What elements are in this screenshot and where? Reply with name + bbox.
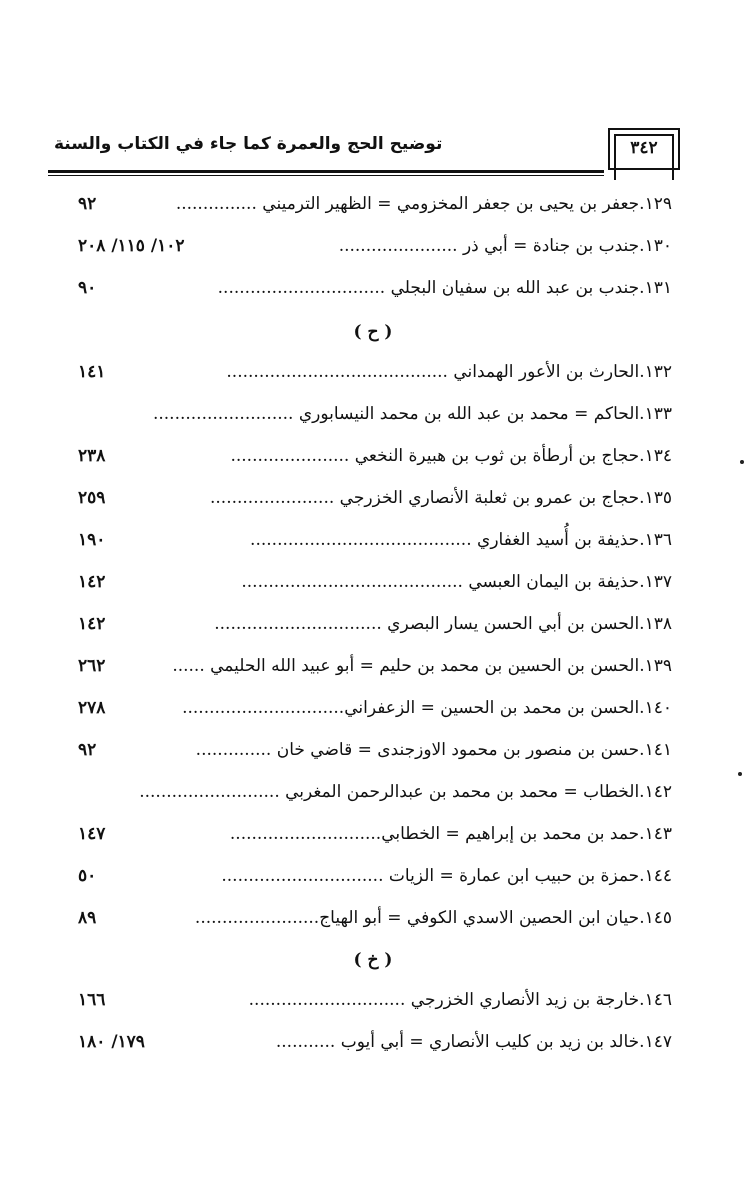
entry-page-ref: ١٧٩/ ١٨٠ — [78, 1032, 145, 1052]
entry-name: ١٤٧.خالد بن زيد بن كليب الأنصاري = أبي أيوب ........... — [275, 1032, 672, 1052]
entry-name: ١٤٣.حمد بن محمد بن إبراهيم = الخطابي............................ — [229, 824, 672, 844]
entry-page-ref: ٩٢ — [78, 740, 97, 760]
entry-name: ١٤٢.الخطاب = محمد بن محمد بن عبدالرحمن المغربي .......................... — [139, 782, 672, 802]
entry-page-ref: ٩٢ — [78, 194, 97, 214]
index-entry — [78, 824, 672, 854]
entry-name: ١٤٦.خارجة بن زيد الأنصاري الخزرجي ............................. — [248, 990, 672, 1010]
entry-page-ref: ١٤١ — [78, 362, 106, 382]
entry-page-ref: ١٩٠ — [78, 530, 106, 550]
section-heading-kha: ( خ ) — [353, 950, 393, 970]
index-entry — [78, 278, 672, 308]
index-entry — [78, 740, 672, 770]
index-entry — [78, 990, 672, 1020]
scan-speck — [738, 772, 742, 776]
index-entry — [78, 782, 672, 812]
entry-name: ١٣٣.الحاكم = محمد بن عبد الله بن محمد النيسابوري .......................... — [152, 404, 672, 424]
entry-page-ref: ١٤٧ — [78, 824, 106, 844]
entry-page-ref: ١٤٢ — [78, 572, 106, 592]
index-entry — [78, 1032, 672, 1062]
entry-name: ١٣٤.حجاج بن أرطأة بن ثوب بن هبيرة النخعي ...................... — [230, 446, 672, 466]
entry-page-ref: ٩٠ — [78, 278, 97, 298]
header-rule — [48, 170, 604, 173]
entry-page-ref: ٢٣٨ — [78, 446, 106, 466]
entry-page-ref: ٨٩ — [78, 908, 97, 928]
entry-page-ref: ٢٥٩ — [78, 488, 106, 508]
entry-page-ref: ١٤٢ — [78, 614, 106, 634]
index-entry — [78, 614, 672, 644]
index-entry — [78, 656, 672, 686]
index-entry — [78, 698, 672, 728]
page-number-frame — [608, 128, 680, 170]
entry-name: ١٣٧.حذيفة بن اليمان العبسي ......................................... — [241, 572, 672, 592]
index-entry — [78, 530, 672, 560]
scan-speck — [740, 460, 744, 464]
index-entry — [78, 572, 672, 602]
entry-page-ref: ١٠٢/ ١١٥/ ٢٠٨ — [78, 236, 185, 256]
index-entry — [78, 194, 672, 224]
entry-name: ١٢٩.جعفر بن يحيى بن جعفر المخزومي = الظهير الترميني ............... — [175, 194, 672, 214]
entry-name: ١٤٥.حيان ابن الحصين الاسدي الكوفي = أبو الهياج....................... — [194, 908, 672, 928]
index-entry — [78, 866, 672, 896]
page-header — [48, 126, 682, 178]
section-heading-ha: ( ح ) — [353, 322, 393, 342]
entry-name: ١٣٩.الحسن بن الحسين بن محمد بن حليم = أبو عبيد الله الحليمي ...... — [172, 656, 672, 676]
index-entry — [78, 908, 672, 938]
header-rule-thin — [48, 175, 604, 176]
entry-page-ref: ٢٦٢ — [78, 656, 106, 676]
entry-page-ref: ١٦٦ — [78, 990, 106, 1010]
index-entry — [78, 236, 672, 266]
entry-name: ١٤١.حسن بن منصور بن محمود الاوزجندى = قاضي خان .............. — [195, 740, 672, 760]
index-entry — [78, 446, 672, 476]
entry-name: ١٤٠.الحسن بن محمد بن الحسين = الزعفراني.............................. — [182, 698, 672, 718]
entry-name: ١٣٨.الحسن بن أبي الحسن يسار البصري ............................... — [214, 614, 672, 634]
entry-page-ref: ٢٧٨ — [78, 698, 106, 718]
index-entry — [78, 488, 672, 518]
entry-name: ١٣٠.جندب بن جنادة = أبي ذر ...................... — [338, 236, 672, 256]
entry-name: ١٤٤.حمزة بن حبيب ابن عمارة = الزيات .............................. — [221, 866, 672, 886]
index-entry — [78, 362, 672, 392]
entry-name: ١٣٢.الحارث بن الأعور الهمداني ......................................... — [226, 362, 672, 382]
page-number: ٣٤٢ — [630, 138, 658, 158]
entry-page-ref: ٥٠ — [78, 866, 97, 886]
index-entry — [78, 404, 672, 434]
entry-name: ١٣١.جندب بن عبد الله بن سفيان البجلي ............................... — [217, 278, 672, 298]
entry-name: ١٣٥.حجاج بن عمرو بن ثعلبة الأنصاري الخزرجي ....................... — [209, 488, 672, 508]
running-title: توضيح الحج والعمرة كما جاء في الكتاب والسنة — [54, 134, 443, 154]
entry-name: ١٣٦.حذيفة بن أُسيد الغفاري ......................................... — [250, 530, 672, 550]
